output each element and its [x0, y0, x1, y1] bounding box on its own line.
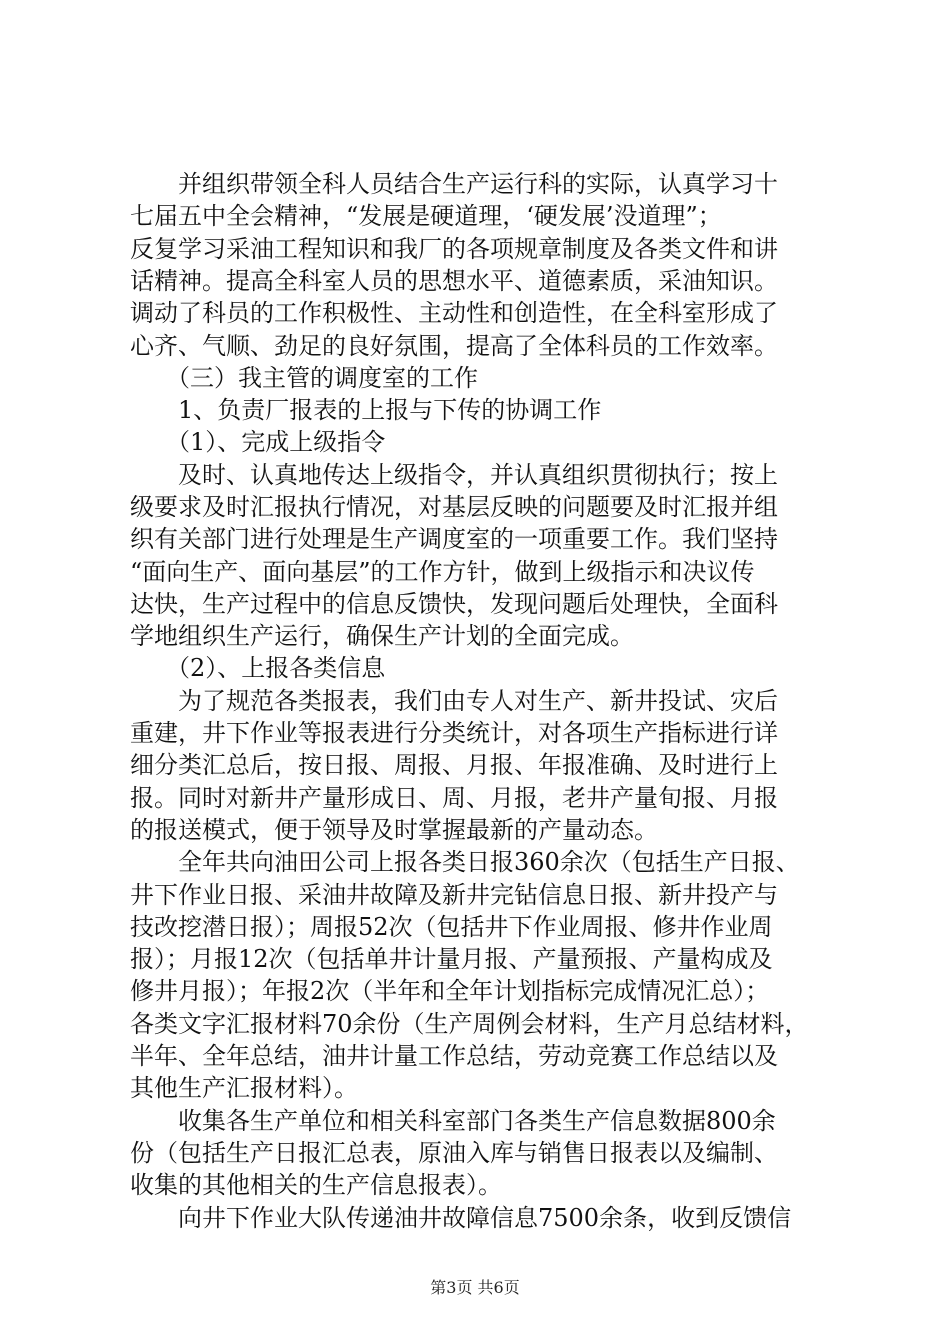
text-line: 半年、全年总结，油井计量工作总结，劳动竞赛工作总结以及: [130, 1042, 778, 1070]
text-line: （三）我主管的调度室的工作: [130, 364, 478, 392]
page-footer: 第3页 共6页: [430, 1278, 520, 1297]
text-line: 收集的其他相关的生产信息报表）。: [130, 1171, 502, 1199]
text-line: （2）、上报各类信息: [130, 654, 386, 682]
text-line: 井下作业日报、采油井故障及新井完钻信息日报、新井投产与: [130, 881, 778, 909]
text-line: 收集各生产单位和相关科室部门各类生产信息数据800余: [130, 1107, 776, 1135]
text-line: 织有关部门进行处理是生产调度室的一项重要工作。我们坚持: [130, 525, 778, 553]
text-line: 重建，井下作业等报表进行分类统计，对各项生产指标进行详: [130, 719, 778, 747]
text-line: 1、负责厂报表的上报与下传的协调工作: [130, 396, 602, 424]
text-line: 的报送模式，便于领导及时掌握最新的产量动态。: [130, 816, 658, 844]
text-line: 其他生产汇报材料）。: [130, 1074, 358, 1102]
text-line: 调动了科员的工作积极性、主动性和创造性，在全科室形成了: [130, 299, 778, 327]
text-line: 学地组织生产运行，确保生产计划的全面完成。: [130, 622, 634, 650]
text-line: 及时、认真地传达上级指令，并认真组织贯彻执行；按上: [130, 461, 778, 489]
text-line: 各类文字汇报材料70余份（生产周例会材料，生产月总结材料，: [130, 1010, 809, 1038]
text-line: 心齐、气顺、劲足的良好氛围，提高了全体科员的工作效率。: [130, 332, 778, 360]
text-line: 级要求及时汇报执行情况，对基层反映的问题要及时汇报并组: [130, 493, 778, 521]
text-line: 全年共向油田公司上报各类日报360余次（包括生产日报、: [130, 848, 800, 876]
text-line: 向井下作业大队传递油井故障信息7500余条，收到反馈信: [130, 1204, 792, 1232]
text-line: 份（包括生产日报汇总表，原油入库与销售日报表以及编制、: [130, 1139, 778, 1167]
text-line: “面向生产、面向基层”的工作方针，做到上级指示和决议传: [130, 558, 755, 586]
text-line: 技改挖潜日报）；周报52次（包括井下作业周报、修井作业周: [130, 913, 773, 941]
text-line: 反复学习采油工程知识和我厂的各项规章制度及各类文件和讲: [130, 235, 778, 263]
text-line: 并组织带领全科人员结合生产运行科的实际，认真学习十: [130, 170, 778, 198]
text-line: 修井月报）；年报2次（半年和全年计划指标完成情况汇总）；: [130, 977, 770, 1005]
text-line: （1）、完成上级指令: [130, 428, 386, 456]
text-line: 报）；月报12次（包括单井计量月报、产量预报、产量构成及: [130, 945, 773, 973]
text-line: 达快，生产过程中的信息反馈快，发现问题后处理快，全面科: [130, 590, 778, 618]
text-line: 为了规范各类报表，我们由专人对生产、新井投试、灾后: [130, 687, 778, 715]
text-line: 细分类汇总后，按日报、周报、月报、年报准确、及时进行上: [130, 751, 778, 779]
text-line: 话精神。提高全科室人员的思想水平、道德素质，采油知识。: [130, 267, 778, 295]
text-line: 报。同时对新井产量形成日、周、月报，老井产量旬报、月报: [130, 784, 778, 812]
text-line: 七届五中全会精神，“发展是硬道理，‘硬发展’没道理”；: [130, 202, 722, 230]
